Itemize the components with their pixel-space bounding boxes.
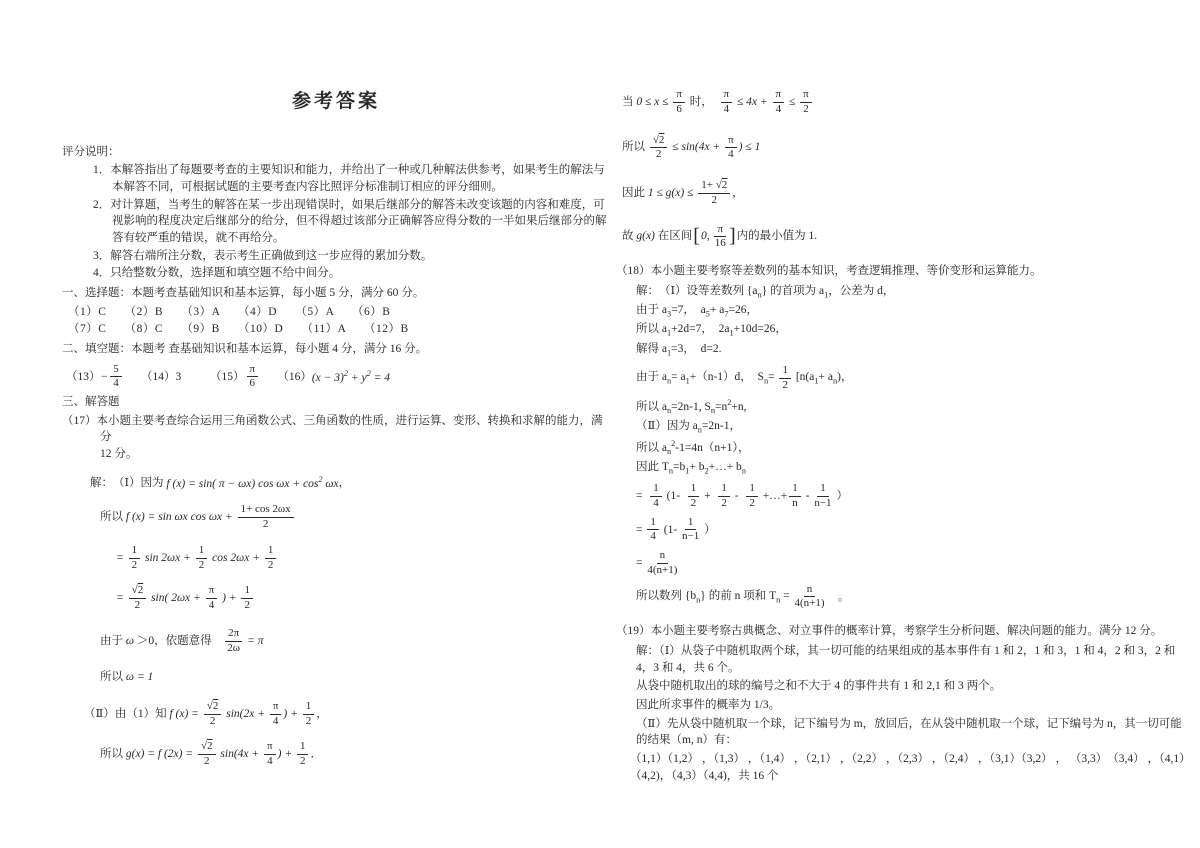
q17-step-domain: 当 0 ≤ x ≤ $\frac{\pi}{6}$ 时， $\frac{\pi}{4}$ ≤ 4x + $\frac{\pi}{4}$ ≤ $\frac{\pi}{2}$ xyxy=(622,88,1190,117)
q18-step-telescoping: = $\frac{1}{4}$ (1- 1 2 + $\frac{1}{2}$ - 1 2 +…+ $\frac{1}{n}$ - 1 n−1 ） xyxy=(636,482,848,509)
q18-step-an-squared: 所以 $a_n^2-1=4n(n+1)$， xyxy=(636,438,750,456)
q17-step-half-terms: = $\frac{1}{2}$ sin 2ωx + $\frac{1}{2}$ cos 2ωx + $\frac{1}{2}$ xyxy=(116,544,610,573)
q18-step-conclusion: 所以数列 $\{b_n\}$ 的前 n 项和 $T_n$ = $\frac{n}{4(n+1)}$ 。 xyxy=(636,582,850,610)
q17-step-period: 由于 ω ＞0，依题意得 $\frac{2\pi}{2\omega}$ = π xyxy=(100,626,264,654)
q19-intro: （19）本小题主要考察古典概念、对立事件的概率计算，考察学生分析问题、解决问题的能力。满分 12 分。 xyxy=(616,625,1163,638)
q18-step-an-sn: 所以 $a_n=2n-1$, $S_n=n^2+n$, xyxy=(636,398,747,416)
q17-step-omega: 所以 ω = 1 xyxy=(100,671,154,684)
q18-step-given: 由于 $a_3=7$， $a_5+ a_7=26$， xyxy=(636,303,758,319)
grading-note-3: 3．解答右端所注分数，表示考生正确做到这一步应得的累加分数。 xyxy=(93,249,433,262)
mc-answers-row-1: （1）C （2）B （3）A （4）D （5）A （6）B xyxy=(68,305,391,318)
q17-step-given: 解： （Ⅰ）因为 f (x) = sin( π − ωx) $\cos \omega x + \cos^2 \omega x$ ， xyxy=(90,474,351,490)
q17-step-minimum: 故 g(x) 在区间 [ 0, π 16 ] 内的最小值为 1. xyxy=(622,222,818,250)
q17-step-g-bounds: 因此 1 ≤ g(x) ≤ $\frac{1+ √2}{2}$ ， xyxy=(622,179,744,206)
q18-step-solve: 解得 $a_1=3$， d=2. xyxy=(636,342,722,357)
q17-step-sine-form: = $\frac{√2}{2}$ sin( 2ωx + $\frac{\pi}{4}$ ) + $\frac{1}{2}$ xyxy=(116,584,610,613)
q19-para-probability: 因此所求事件的概率为 1/3。 xyxy=(636,698,781,711)
fitb-section-heading: 二、填空题：本题考 查基础知识和基本运算，每小题 4 分，满分 16 分。 xyxy=(62,342,428,355)
q18-step-part2-an: （Ⅱ）因为 $a_n=2n-1$， xyxy=(636,420,742,435)
mc-answers-row-2: （7）C （8）C （9）B （10）D （11）A （12）B xyxy=(68,323,409,336)
q18-step-tn-sum: 因此 $T_n=b_1+$ $b_2+\dots+ b_n$ xyxy=(636,460,746,476)
grading-heading: 评分说明： xyxy=(62,145,120,158)
q19-outcomes-list: （1,1）（1,2） ，（1,3） ，（1,4） ，（2,1） ，（2,2） ，（2,3） ，（2,4） ，（3,1）（3,2） ， （3,3） （3,4） ，（4,1）（4,2)，（4,3）（4,4)，共 16 个 xyxy=(630,752,1185,782)
mc-section-heading: 一、选择题：本题考查基础知识和基本运算，每小题 5 分，满分 60 分。 xyxy=(62,286,425,299)
q18-step-general-term: 由于 $a_n= a_1+(n-1)d$， $S_n=$ $\frac{1}{2}$ [$n(a_1+ a_n)$， xyxy=(636,363,853,391)
q19-para-part2: （Ⅱ）先从袋中随机取一个球，记下编号为 m，放回后，在从袋中随机取一个球，记下编号为 n，其一切可能的结果（m, n）有： xyxy=(636,717,1182,747)
q19-para-basic-events: 解：（Ⅰ）从袋子中随机取两个球，其一切可能的结果组成的基本事件有 1 和 2，1 和 3，1 和 4，2 和 3，2 和 4，3 和 4，共 6 个。 xyxy=(636,644,1176,674)
q17-step-expand: 所以 f (x) = sin ωx cos ωx + $\frac{1+ \cos 2\omega x}{2}$ xyxy=(100,503,610,532)
q18-step-result: = $\frac{n}{4(n+1)}$ xyxy=(636,549,678,576)
q17-step-gx: 所以 g(x) = f (2x) = $\frac{√2}{2}$ sin(4x + $\frac{\pi}{4}$ ) + $\frac{1}{2}$ ． xyxy=(100,740,322,768)
q17-intro-cont: 12 分。 xyxy=(100,448,138,461)
grading-note-2: 2．对计算题，当考生的解答在某一步出现错误时，如果后继部分的解答未改变该题的内容和难度，可视影响的程度决定后继部分的给分，但不得超过该部分正确解答应得分数的一半如果后继部分的解答有较严重的错误，就不再给分。 xyxy=(93,198,607,244)
q17-step-sine-bounds: 所以 $\frac{√2}{2}$ ≤ sin(4x + $\frac{\pi}{4}$ ) ≤ 1 xyxy=(622,133,761,161)
q19-para-favorable: 从袋中随机取出的球的编号之和不大于 4 的事件共有 1 和 2,1 和 3 两个。 xyxy=(636,680,1002,693)
grading-note-1: 1．本解答指出了每题要考查的主要知识和能力，并给出了一种或几种解法供参考，如果考生的解法与本解答不同，可根据试题的主要考查内容比照评分标准制订相应的评分细则。 xyxy=(93,164,605,193)
q18-step-equations: 所以 $a_1+2d=7$， $2a_1+10d=26$， xyxy=(636,323,787,338)
solutions-section-heading: 三、解答题 xyxy=(62,396,120,409)
q18-intro: （18）本小题主要考察等差数列的基本知识，考查逻辑推理、等价变形和运算能力。 xyxy=(616,265,1042,277)
q19-solution xyxy=(636,643,1190,749)
doc-title: 参考答案 xyxy=(291,91,380,112)
q17-intro: （17）本小题主要考查综合运用三角函数公式、三角函数的性质，进行运算、变形、转换和求解的能力，满分 xyxy=(62,414,603,444)
right-column xyxy=(616,84,1190,784)
q17-step-part2-fx: （Ⅱ）由（1）知 f (x) = $\frac{√2}{2}$ sin(2x + $\frac{\pi}{4}$ ) + $\frac{1}{2}$ ， xyxy=(84,699,328,727)
q18-solution xyxy=(636,283,1190,612)
left-column xyxy=(62,88,610,769)
fitb-answers: （13） − $\frac{5}{4}$ （14）3 （15） π 6 （16） $(x - 3)^2 + y^2 = 4$ xyxy=(66,362,391,390)
q18-step-simplify: = $\frac{1}{4}$ (1- 1 n−1 ） xyxy=(636,515,716,543)
q18-step-setup: 解： （Ⅰ）设等差数列 $\{a_n\}$ 的首项为 $a_1$，公差为 d， xyxy=(636,284,895,299)
grading-note-4: 4．只给整数分数，选择题和填空题不给中间分。 xyxy=(93,267,341,280)
